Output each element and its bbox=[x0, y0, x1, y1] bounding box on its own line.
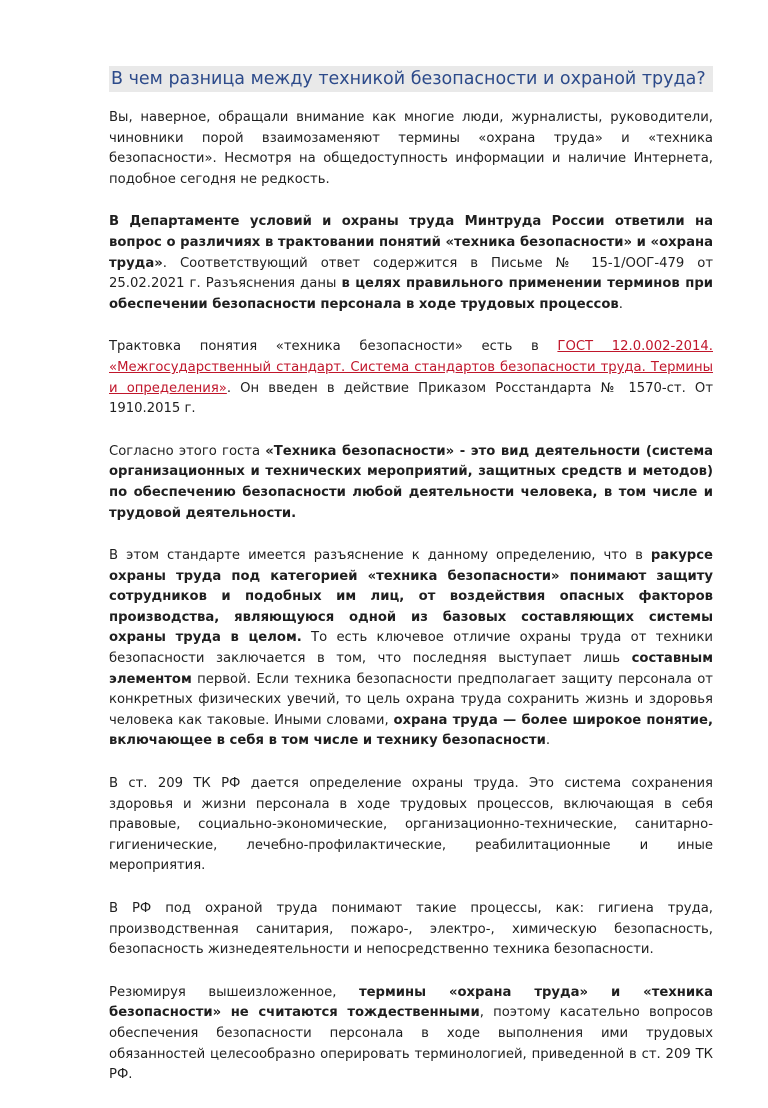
bold-text: охрана труда — более широкое понятие, включающее в себя в том числе и технику безопасности bbox=[109, 712, 713, 749]
bold-text: В Департаменте условий и охраны труда Минтруда России ответили на вопрос о различиях в трактовании понятий «техника безопасности» и «охрана труда» bbox=[109, 214, 713, 271]
text: Вы, наверное, обращали внимание как многие люди, журналисты, руководители, чиновники порой взаимозаменяют термины «охрана труда» и «техника безопасности». Несмотря на общедоступность информации и наличие Интернета, подобное сегодня не редкость. bbox=[109, 110, 713, 187]
text: В этом стандарте имеется разъяснение к данному определению, что в bbox=[109, 548, 651, 564]
paragraph-gost-reference bbox=[109, 337, 713, 419]
text: Резюмируя вышеизложенное, bbox=[109, 984, 359, 1000]
paragraph-explanation bbox=[109, 546, 713, 752]
text: , поэтому касательно вопросов обеспечения безопасности персонала в ходе выполнения ими трудовых обязанностей целесообразно оперировать терминологией, приведенной в ст. 209 ТК РФ. bbox=[109, 1005, 713, 1083]
gost-link[interactable]: ГОСТ 12.0.002-2014. «Межгосударственный стандарт. Система стандартов безопасности труда. Термины и определения» bbox=[109, 339, 713, 396]
bold-text: ракурсе охраны труда под категорией «техника безопасности» понимают защиту сотрудников и подобных им лиц, от воздействия опасных факторов производства, являющуюся одной из базовых составляющих системы охраны труда в целом. bbox=[109, 548, 713, 646]
bold-text: «Техника безопасности» - это вид деятельности (система организационных и технических мероприятий, защитных средств и методов) по обеспечению безопасности любой деятельности человека, в том числе и трудовой деятельности. bbox=[109, 443, 713, 521]
text: . Он введен в действие Приказом Росстандарта № 1570-ст. От 1910.2015 г. bbox=[109, 380, 713, 417]
bold-text: в целях правильного применении терминов при обеспечении безопасности персонала в ходе трудовых процессов bbox=[109, 276, 713, 312]
paragraph-labor-code bbox=[109, 774, 713, 877]
text: . bbox=[618, 296, 623, 312]
paragraph-conclusion bbox=[109, 983, 713, 1086]
text: . Соответствующий ответ содержится в Письме № 15-1/ООГ-479 от 25.02.2021 г. Разъяснения даны bbox=[109, 255, 713, 292]
text: Согласно этого госта bbox=[109, 443, 266, 459]
text: . bbox=[545, 733, 551, 749]
article bbox=[109, 66, 713, 1108]
paragraph-definition bbox=[109, 442, 713, 524]
text: То есть ключевое отличие охраны труда от техники безопасности заключается в том, что последняя выступает лишь bbox=[109, 630, 713, 667]
paragraph-ministry-answer bbox=[109, 212, 713, 315]
text: В РФ под охраной труда понимают такие процессы, как: гигиена труда, производственная санитария, пожаро-, электро-, химическую безопасность, безопасность жизнедеятельности и непосредственно техника безопасности. bbox=[109, 901, 713, 958]
paragraph-processes bbox=[109, 899, 713, 961]
paragraph-intro bbox=[109, 108, 713, 190]
text: Трактовка понятия «техника безопасности» есть в bbox=[109, 339, 558, 355]
text: В ст. 209 ТК РФ дается определение охраны труда. Это система сохранения здоровья и жизни персонала в ходе трудовых процессов, включающая в себя правовые, социально-экономические, организационно-технические, санитарно-гигиенические, лечебно-профилактические, реабилитационные и иные мероприятия. bbox=[109, 776, 713, 874]
bold-text: термины «охрана труда» и «техника безопасности» не считаются тождественными bbox=[109, 984, 713, 1021]
text: первой. Если техника безопасности предполагает защиту персонала от конкретных физических увечий, то цель охрана труда сохранить жизнь и здоровья человека как таковые. Иными словами, bbox=[109, 671, 713, 728]
bold-text: составным элементом bbox=[109, 651, 713, 687]
article-title: В чем разница между техникой безопасности и охраной труда? bbox=[109, 66, 713, 92]
